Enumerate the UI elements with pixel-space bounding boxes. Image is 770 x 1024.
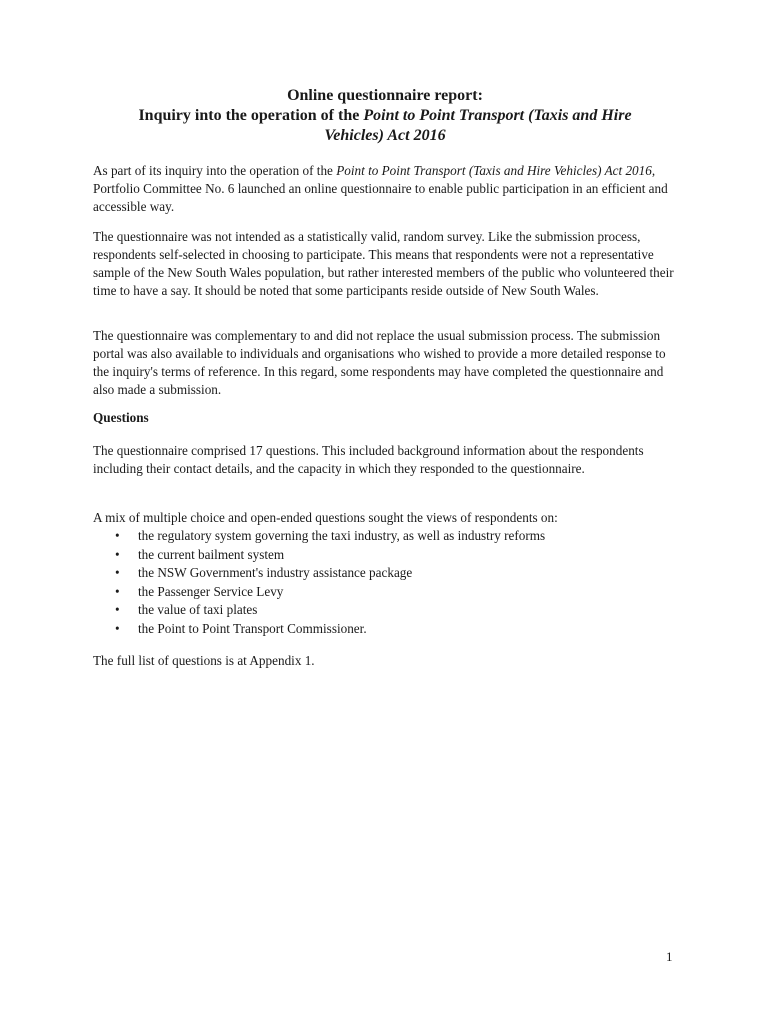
page-number: 1 (666, 949, 673, 964)
appendix-reference-paragraph: The full list of questions is at Appendix 1. (93, 653, 315, 668)
list-item-text: the regulatory system governing the taxi industry, as well as industry reforms (138, 528, 546, 543)
list-item-text: the value of taxi plates (138, 602, 258, 617)
list-item-text: the Passenger Service Levy (138, 583, 284, 599)
list-item (93, 546, 683, 565)
report-subtitle-prefix: Inquiry into the operation of the (138, 107, 364, 124)
list-item (93, 620, 683, 639)
bullet-icon: • (115, 565, 120, 580)
submission-process-paragraph: The questionnaire was complementary to and did not replace the usual submission process. The submission portal was also available to individuals and organisations who wished to provide a more detailed response to the inquiry's terms of reference. In this regard, some respondents may have completed the questionnaire and also made a submission. (93, 328, 666, 397)
list-item (93, 564, 683, 583)
list-item-text: the current bailment system (138, 546, 285, 562)
survey-validity-paragraph: The questionnaire was not intended as a statistically valid, random survey. Like the submission process, respondents self-selected in choosing to participate. This means that respondents were not a representative sample of the New South Wales population, but rather interested members of the public who volunteered their time to have a say. It should be noted that some participants reside outside of New South Wales. (93, 229, 674, 298)
bullet-icon: • (115, 528, 120, 543)
questions-heading: Questions (93, 410, 149, 425)
intro-paragraph-act-name: Point to Point Transport (Taxis and Hire Vehicles) Act 2016 (336, 163, 652, 178)
bullet-icon: • (115, 602, 120, 617)
list-item (93, 583, 683, 602)
list-item (93, 527, 683, 546)
report-subtitle-act-name: Point to Point Transport (Taxis and Hire (363, 107, 632, 124)
questions-count-paragraph: The questionnaire comprised 17 questions. This included background information about the respondents including their contact details, and the capacity in which they responded to the questionnaire. (93, 443, 644, 476)
bullet-icon: • (115, 583, 120, 599)
report-title (80, 86, 690, 106)
bullet-icon: • (115, 546, 120, 562)
intro-paragraph-prefix: As part of its inquiry into the operation of the (93, 163, 337, 178)
report-subtitle (80, 106, 690, 146)
report-title-line1: Online questionnaire report: (287, 87, 483, 104)
bullet-icon: • (115, 620, 120, 636)
report-subtitle-act-name-cont: Vehicles) Act 2016 (324, 127, 446, 144)
list-item-text: the NSW Government's industry assistance package (138, 565, 413, 580)
intro-paragraph (93, 162, 683, 216)
list-item (93, 601, 683, 620)
question-topics-intro: A mix of multiple choice and open-ended questions sought the views of respondents on: (93, 510, 558, 525)
intro-paragraph-suffix: , Portfolio Committee No. 6 launched an online questionnaire to enable public participation in an efficient and accessible way. (93, 163, 668, 214)
question-topics-list (93, 527, 683, 638)
list-item-text: the Point to Point Transport Commissioner. (138, 620, 367, 636)
